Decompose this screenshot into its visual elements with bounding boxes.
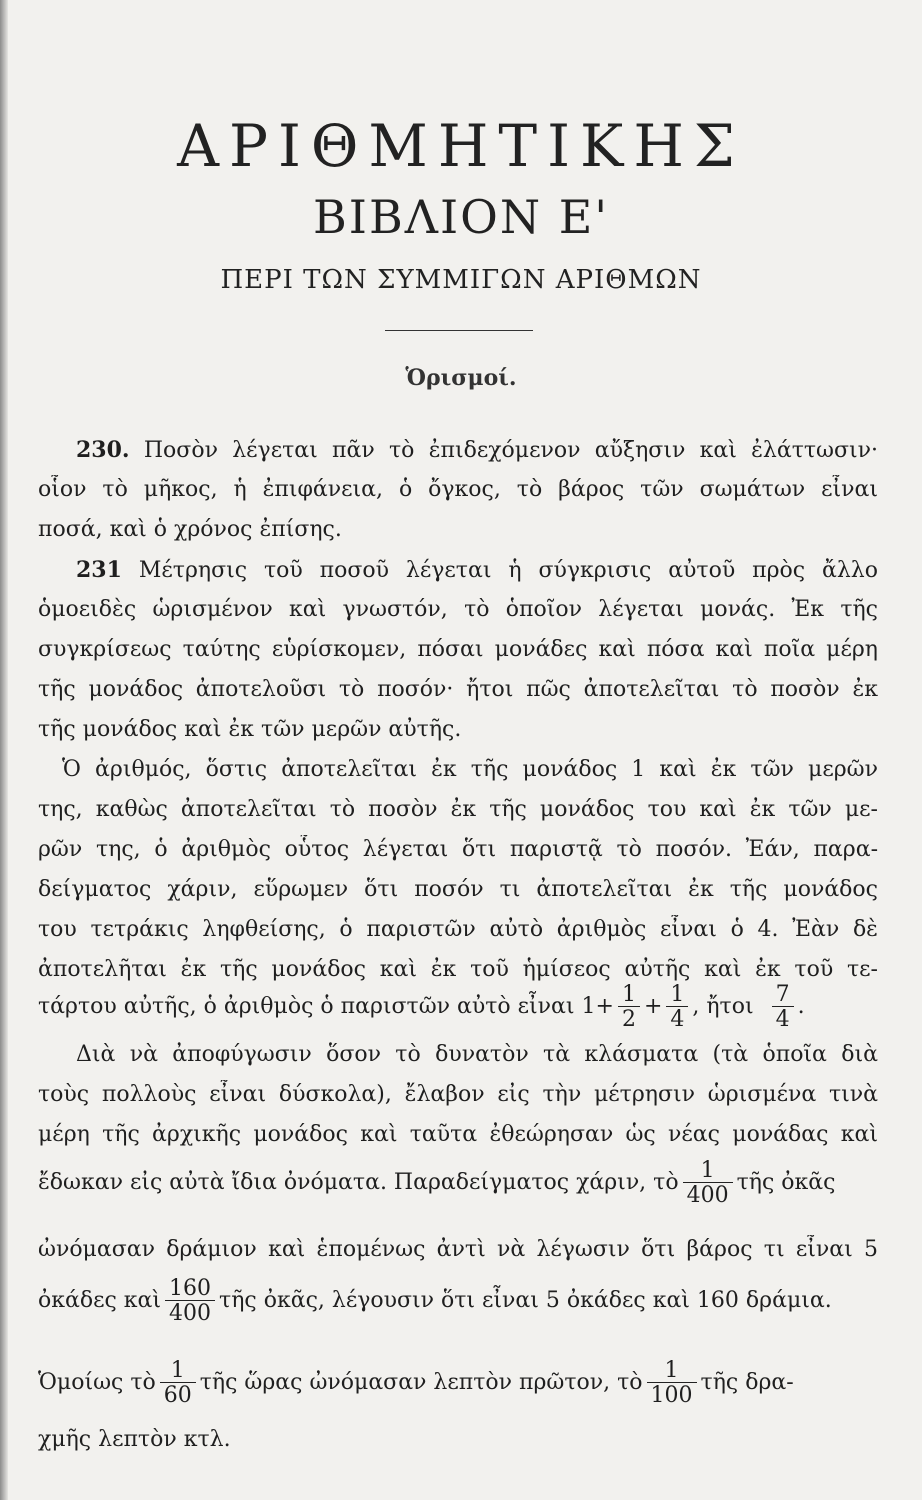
line-4-text-b: τῆς ὀκᾶς <box>736 1170 836 1195</box>
fraction-one-quarter <box>666 981 688 1032</box>
fraction-one-half <box>618 981 640 1032</box>
chapter-title: ΠΕΡΙ ΤΩΝ ΣΥΜΜΙΓΩΝ ΑΡΙΘΜΩΝ <box>220 265 702 295</box>
fraction-1-100 <box>647 1357 697 1408</box>
fraction-denominator: 400 <box>683 1182 733 1207</box>
fraction-1-60 <box>160 1357 196 1408</box>
fraction-numerator: 1 <box>664 1357 679 1383</box>
fraction-denominator: 400 <box>165 1300 215 1325</box>
fraction-denominator: 4 <box>772 1006 794 1031</box>
paragraph-231-line-5: τῆς μονάδος καὶ ἐκ τῶν μερῶν αὐτῆς. <box>38 717 462 742</box>
fraction-numerator: 160 <box>169 1275 212 1301</box>
paragraph-number-line-3: ρῶν της, ὁ ἀριθμὸς οὗτος λέγεται ὅτι παριστᾷ τὸ ποσόν. Ἐάν, παρα- <box>38 837 878 862</box>
fraction-numerator: 7 <box>775 981 790 1007</box>
plus-sign: + <box>643 994 663 1019</box>
paragraph-number-231: 231 <box>76 557 122 583</box>
fraction-numerator: 1 <box>621 981 636 1007</box>
paragraph-units-line-4 <box>38 1156 878 1210</box>
fraction-denominator: 60 <box>160 1382 196 1407</box>
paragraph-number-line-1: Ὁ ἀριθμός, ὅστις ἀποτελεῖται ἐκ τῆς μονάδος 1 καὶ ἐκ τῶν μερῶν <box>62 757 878 782</box>
etoi-text: , ἤτοι <box>692 994 754 1019</box>
period: . <box>797 994 805 1019</box>
paragraph-230-text-1: Ποσὸν λέγεται πᾶν τὸ ἐπιδεχόμενον αὔξησιν καὶ ἐλάττωσιν· <box>143 438 878 463</box>
fraction-numerator: 1 <box>700 1157 715 1183</box>
paragraph-230-line-1 <box>76 435 878 466</box>
paragraph-231-line-1 <box>76 555 878 586</box>
paragraph-231-text-1: Μέτρησις τοῦ ποσοῦ λέγεται ἡ σύγκρισις αὐτοῦ πρὸς ἄλλο <box>138 558 878 583</box>
fraction-numerator: 1 <box>670 981 685 1007</box>
paragraph-231-line-4: τῆς μονάδος ἀποτελοῦσι τὸ ποσόν· ἤτοι πῶς ἀποτελεῖται τὸ ποσὸν ἐκ <box>38 677 878 702</box>
paragraph-units-line-2: τοὺς πολλοὺς εἶναι δύσκολα), ἔλαβον εἰς τὴν μέτρησιν ὡρισμένα τινὰ <box>38 1082 878 1107</box>
fraction-160-400 <box>165 1275 215 1326</box>
line-6-text-b: τῆς ὀκᾶς, λέγουσιν ὅτι εἶναι 5 ὀκάδες καὶ 160 δράμια. <box>219 1288 832 1313</box>
paragraph-similar-line-1 <box>38 1356 878 1410</box>
similar-text-a: Ὁμοίως τὸ <box>38 1370 156 1395</box>
paragraph-230-line-2: οἷον τὸ μῆκος, ἡ ἐπιφάνεια, ὁ ὄγκος, τὸ βάρος τῶν σωμάτων εἶναι <box>38 477 878 502</box>
line-6-text-a: ὀκάδες καὶ <box>38 1288 162 1313</box>
book-subtitle: ΒΙΒΛΙΟΝ Ε' <box>313 190 609 244</box>
section-heading: Ὁρισμοί. <box>405 365 517 391</box>
paragraph-number-230: 230. <box>76 437 130 463</box>
paragraph-number-line-5: του τετράκις ληφθείσης, ὁ παριστῶν αὐτὸ ἀριθμὸς εἶναι ὁ 4. Ἐὰν δὲ <box>38 917 878 942</box>
line-4-text-a: ἔδωκαν εἰς αὐτὰ ἴδια ὀνόματα. Παραδείγματος χάριν, τὸ <box>38 1170 679 1195</box>
similar-text-c: τῆς δρα- <box>700 1370 794 1395</box>
paragraph-units-line-1: Διὰ νὰ ἀποφύγωσιν ὅσον τὸ δυνατὸν τὰ κλάσματα (τὰ ὁποῖα διὰ <box>76 1042 878 1067</box>
book-title: ΑΡΙΘΜΗΤΙΚΗΣ <box>177 112 745 180</box>
fraction-1-400 <box>683 1157 733 1208</box>
paragraph-units-line-3: μέρη τῆς ἀρχικῆς μονάδος καὶ ταῦτα ἐθεώρησαν ὡς νέας μονάδας καὶ <box>38 1122 878 1147</box>
fraction-denominator: 2 <box>618 1006 640 1031</box>
paragraph-231-line-2: ὁμοειδὲς ὡρισμένον καὶ γνωστόν, τὸ ὁποῖον λέγεται μονάς. Ἐκ τῆς <box>38 597 878 622</box>
paragraph-230-line-3: ποσά, καὶ ὁ χρόνος ἐπίσης. <box>38 517 342 542</box>
fraction-numerator: 1 <box>170 1357 185 1383</box>
paragraph-units-line-5: ὠνόμασαν δράμιον καὶ ἑπομένως ἀντὶ νὰ λέγωσιν ὅτι βάρος τι εἶναι 5 <box>38 1237 878 1262</box>
paragraph-number-line-2: της, καθὼς ἀποτελεῖται τὸ ποσὸν ἐκ τῆς μονάδος του καὶ ἐκ τῶν με- <box>38 797 878 822</box>
fraction-denominator: 100 <box>647 1382 697 1407</box>
paragraph-number-line-6: ἀποτελῆται ἐκ τῆς μονάδος καὶ ἐκ τοῦ ἡμίσεος αὐτῆς καὶ ἐκ τοῦ τε- <box>38 957 878 982</box>
title-divider <box>385 330 533 331</box>
line-7-text: τάρτου αὐτῆς, ὁ ἀριθμὸς ὁ παριστῶν αὐτὸ εἶναι 1+ <box>38 994 614 1019</box>
paragraph-231-line-3: συγκρίσεως ταύτης εὑρίσκομεν, πόσαι μονάδες καὶ πόσα καὶ ποῖα μέρη <box>38 637 878 662</box>
paragraph-number-line-7 <box>38 980 878 1034</box>
paragraph-similar-line-2: χμῆς λεπτὸν κτλ. <box>38 1427 231 1452</box>
paragraph-number-line-4: δείγματος χάριν, εὕρωμεν ὅτι ποσόν τι ἀποτελεῖται ἐκ τῆς μονάδος <box>38 877 878 902</box>
fraction-seven-quarters <box>772 981 794 1032</box>
paragraph-units-line-6 <box>38 1274 878 1328</box>
fraction-denominator: 4 <box>666 1006 688 1031</box>
similar-text-b: τῆς ὥρας ὠνόμασαν λεπτὸν πρῶτον, τὸ <box>199 1370 643 1395</box>
